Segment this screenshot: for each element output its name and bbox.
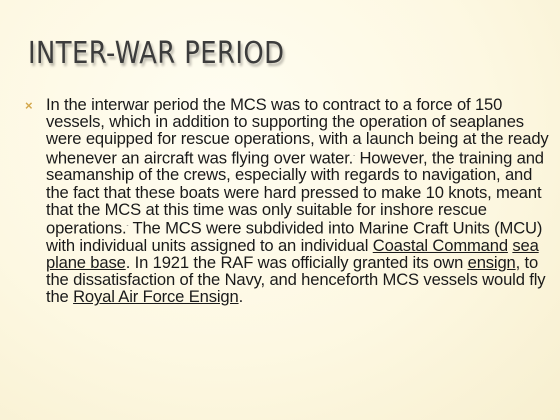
text-segment-2: However, the training and seamanship of the crews, especially with regards to navigation, and the fact that these boats were hard pressed to make 10 knots, meant that the MCS at this time was only suitable for inshore rescue operations. [46, 148, 544, 238]
link-coastal-command[interactable]: Coastal Command [372, 235, 508, 255]
link-sea-plane-base[interactable]: sea plane base [46, 235, 539, 272]
reference-mark-1: - [353, 152, 355, 159]
text-segment-5: . In 1921 the RAF was officially granted its own [125, 252, 468, 272]
link-royal-air-force-ensign[interactable]: Royal Air Force Ensign [73, 287, 239, 307]
bullet-item [24, 96, 552, 306]
bullet-x-icon: × [25, 98, 33, 113]
link-ensign[interactable]: ensign [467, 252, 516, 272]
text-segment-6: , to the dissatisfaction of the Navy, and henceforth MCS vessels would fly the [46, 252, 546, 307]
reference-mark-2: - [126, 222, 129, 229]
text-segment-1: In the interwar period the MCS was to contract to a force of 150 vessels, which in addition to supporting the operation of seaplanes were equipped for rescue operations, with a launch being at the ready whenever an aircraft was flying over water. [46, 95, 549, 168]
bullet-list [24, 96, 552, 306]
text-segment-3: The MCS were subdivided into Marine Craft Units (MCU) with individual units assigned to an individual [46, 218, 543, 255]
bullet-paragraph [46, 96, 552, 306]
text-segment-7: . [238, 287, 244, 307]
slide-title: INTER-WAR PERIOD [28, 36, 285, 71]
